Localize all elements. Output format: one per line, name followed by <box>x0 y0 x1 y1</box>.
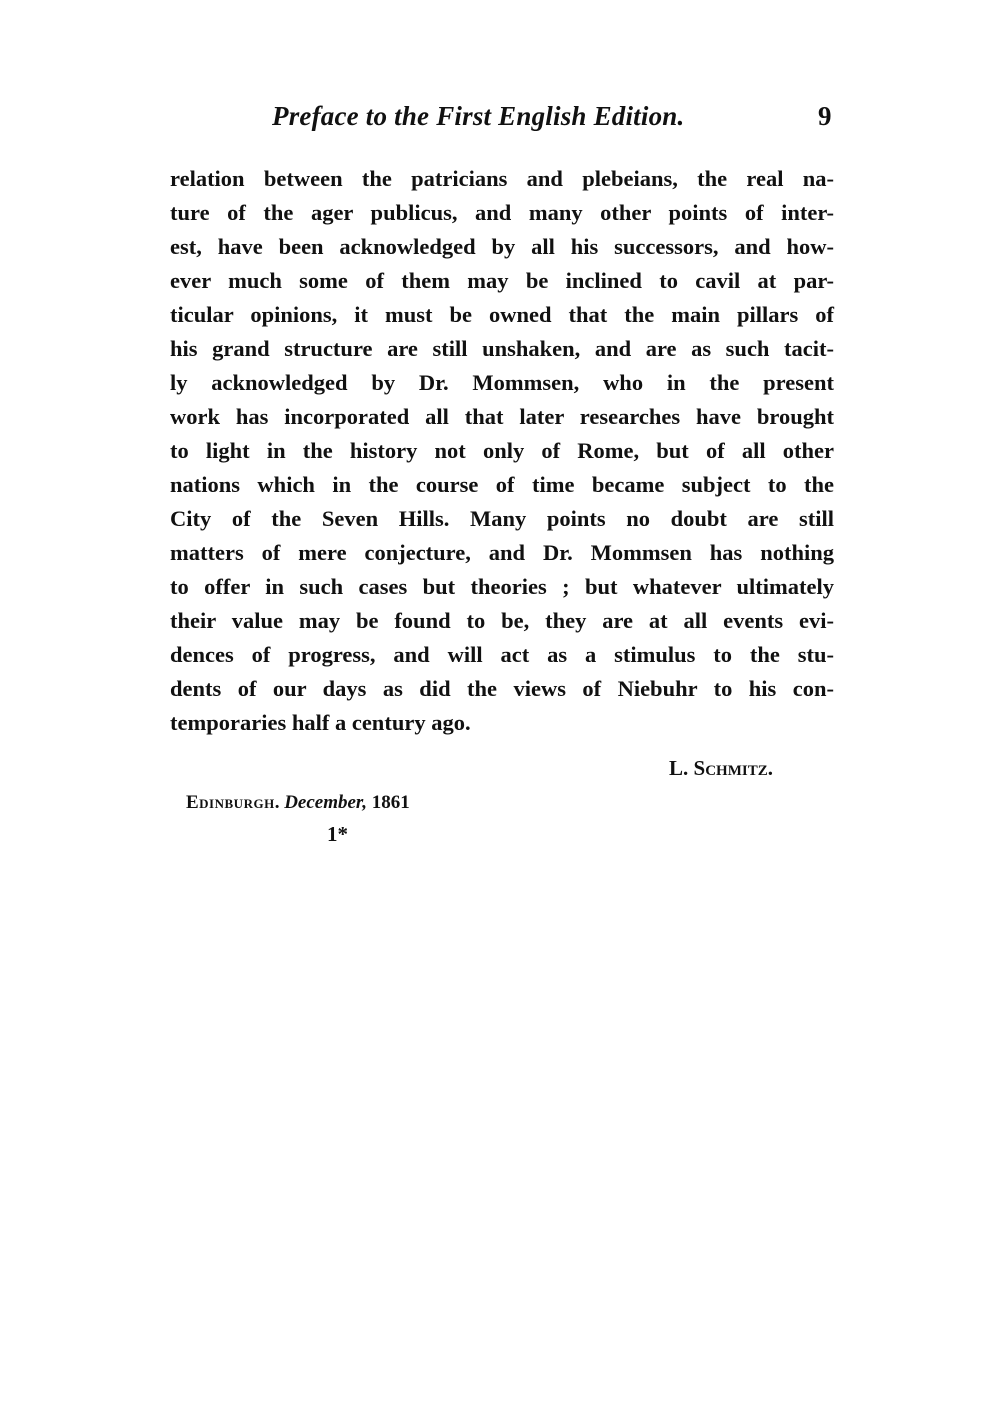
text-line: ever much some of them may be inclined to cavil at par- <box>170 268 834 293</box>
text-line: est, have been acknowledged by all his successors, and how- <box>170 234 834 259</box>
page-number: 9 <box>818 101 832 131</box>
signature-surname: Schmitz. <box>693 756 773 780</box>
dateline-year: 1861 <box>371 792 410 813</box>
signature-initial: L. <box>669 756 689 780</box>
text-line: their value may be found to be, they are at all events evi- <box>170 608 834 633</box>
text-line: ticular opinions, it must be owned that the main pillars of <box>170 302 834 327</box>
author-signature <box>669 756 773 781</box>
dateline <box>186 792 410 814</box>
text-line: work has incorporated all that later researches have brought <box>170 404 834 429</box>
body-paragraph <box>170 162 834 740</box>
text-line: to offer in such cases but theories ; but whatever ultimately <box>170 574 834 599</box>
dateline-month: December, <box>284 792 368 813</box>
text-line: to light in the history not only of Rome, but of all other <box>170 438 834 463</box>
text-line: matters of mere conjecture, and Dr. Mommsen has nothing <box>170 540 834 565</box>
dateline-place: Edinburgh <box>186 792 275 813</box>
dateline-separator: . <box>274 792 280 813</box>
text-line: dences of progress, and will act as a stimulus to the stu- <box>170 642 834 667</box>
printer-signature-mark: 1* <box>327 822 348 846</box>
text-line: ture of the ager publicus, and many other points of inter- <box>170 200 834 225</box>
text-line: dents of our days as did the views of Niebuhr to his con- <box>170 676 834 701</box>
text-line: City of the Seven Hills. Many points no doubt are still <box>170 506 834 531</box>
text-line: nations which in the course of time became subject to the <box>170 472 834 497</box>
running-title: Preface to the First English Edition. <box>272 101 685 131</box>
text-line: his grand structure are still unshaken, and are as such tacit- <box>170 336 834 361</box>
text-line: relation between the patricians and plebeians, the real na- <box>170 166 834 191</box>
text-line: ly acknowledged by Dr. Mommsen, who in the present <box>170 370 834 395</box>
text-line: temporaries half a century ago. <box>170 710 471 735</box>
